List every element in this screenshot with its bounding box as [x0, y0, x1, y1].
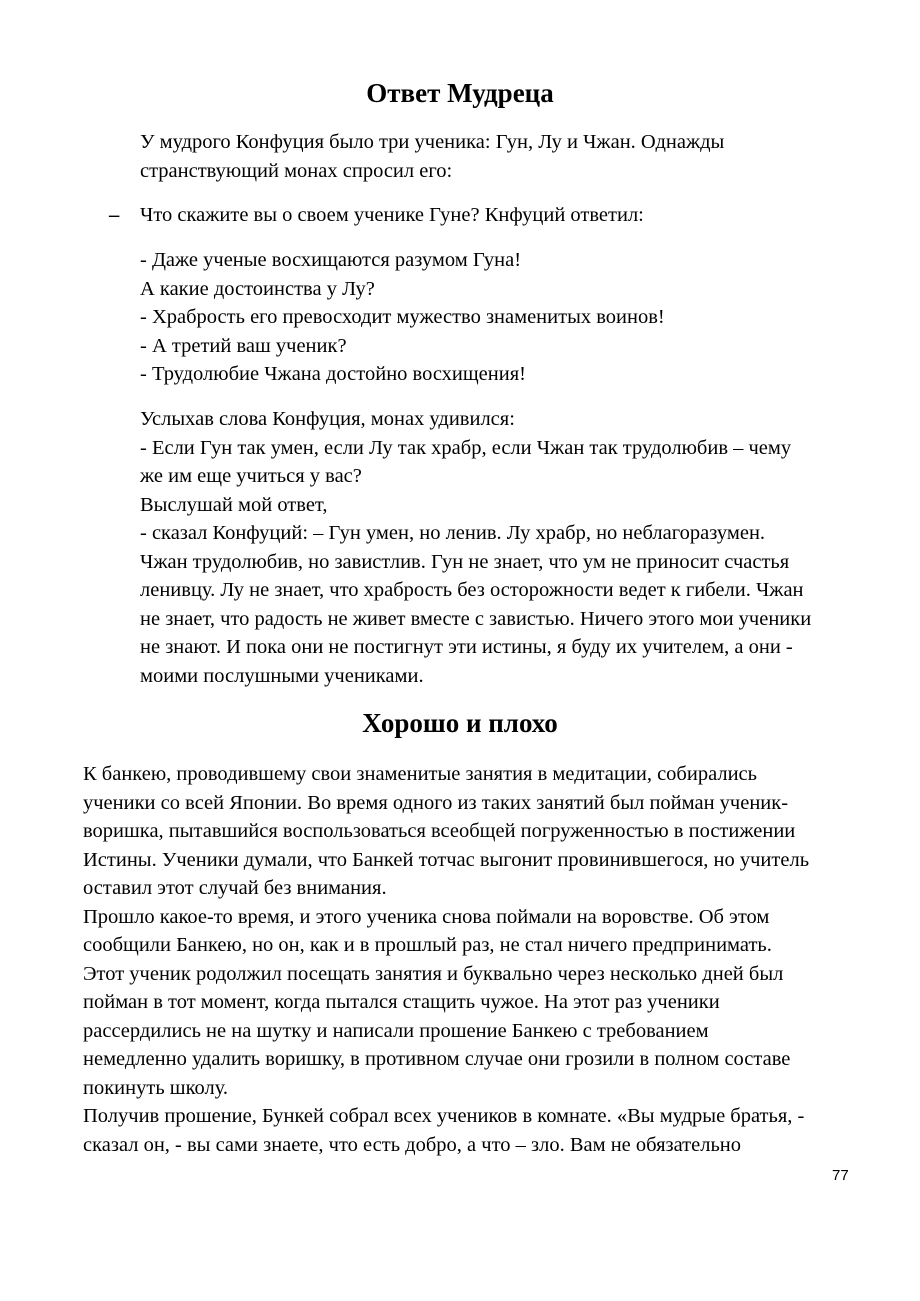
text-line: К банкею, проводившему свои знаменитые занятия в медитации, собирались: [83, 763, 757, 785]
text-line: покинуть школу.: [83, 1076, 229, 1099]
text-line: - Если Гун так умен, если Лу так храбр, если Чжан так трудолюбив – чему: [140, 436, 792, 459]
text-line: сказал он, - вы сами знаете, что есть добро, а что – зло. Вам не обязательно: [83, 1133, 742, 1156]
text-line: не знают. И пока они не постигнут эти истины, я буду их учителем, а они -: [140, 636, 793, 658]
text-line: ученики со всей Японии. Во время одного из таких занятий был пойман ученик-: [83, 791, 789, 814]
text-line: Получив прошение, Бункей собрал всех учеников в комнате. «Вы мудрые братья, -: [83, 1105, 805, 1127]
text-line: Услыхав слова Конфуция, монах удивился:: [140, 408, 515, 430]
page-number: 77: [832, 1167, 849, 1184]
text-line: рассердились не на шутку и написали прошение Банкею с требованием: [83, 1019, 709, 1042]
text-line: моими послушными учениками.: [140, 664, 424, 687]
text-line: пойман в тот момент, когда пытался стащить чужое. На этот раз ученики: [83, 991, 720, 1013]
text-line: воришка, пытавшийся воспользоваться всеобщей погруженностью в постижении: [83, 820, 796, 842]
text-line: - сказал Конфуций: – Гун умен, но ленив. Лу храбр, но неблагоразумен.: [140, 522, 766, 544]
story-paragraph: [83, 760, 863, 1159]
text-line: немедленно удалить воришку, в противном случае они грозили в полном составе: [83, 1048, 791, 1070]
text-line: У мудрого Конфуция было три ученика: Гун, Лу и Чжан. Однажды: [140, 131, 725, 153]
text-line: - Даже ученые восхищаются разумом Гуна!: [140, 249, 522, 271]
text-line: же им еще учиться у вас?: [140, 465, 362, 487]
dialogue-paragraph: [140, 246, 860, 389]
text-line: Выслушай мой ответ,: [140, 493, 328, 516]
story-paragraph: [140, 405, 860, 690]
text-line: Чжан трудолюбив, но завистлив. Гун не знает, что ум не приносит счастья: [140, 550, 790, 573]
intro-paragraph: [140, 128, 860, 185]
dash-list-item: [109, 201, 860, 230]
text-line: сообщили Банкею, но он, как и в прошлый раз, не стал ничего предпринимать.: [83, 934, 772, 956]
text-line: Прошло какое-то время, и этого ученика снова поймали на воровстве. Об этом: [83, 905, 770, 928]
text-line: Этот ученик родолжил посещать занятия и буквально через несколько дней был: [83, 962, 784, 985]
section-title: Ответ Мудреца: [366, 78, 554, 108]
text-line: - Храбрость его превосходит мужество знаменитых воинов!: [140, 306, 665, 328]
text-line: А какие достоинства у Лу?: [140, 277, 375, 300]
text-line: - Трудолюбие Чжана достойно восхищения!: [140, 363, 526, 385]
text-line: не знает, что радость не живет вместе с завистью. Ничего этого мои ученики: [140, 607, 812, 630]
text-line: Истины. Ученики думали, что Банкей тотчас выгонит провинившегося, но учитель: [83, 848, 810, 871]
text-line: ленивцу. Лу не знает, что храбрость без осторожности ведет к гибели. Чжан: [140, 579, 804, 601]
text-line: Что скажите вы о своем ученике Гуне? Кнфуций ответил:: [140, 204, 644, 226]
text-line: странствующий монах спросил его:: [140, 159, 453, 182]
dash-bullet: –: [109, 204, 120, 226]
text-line: оставил этот случай без внимания.: [83, 877, 387, 899]
section-title: Хорошо и плохо: [362, 708, 558, 738]
text-line: - А третий ваш ученик?: [140, 334, 347, 357]
